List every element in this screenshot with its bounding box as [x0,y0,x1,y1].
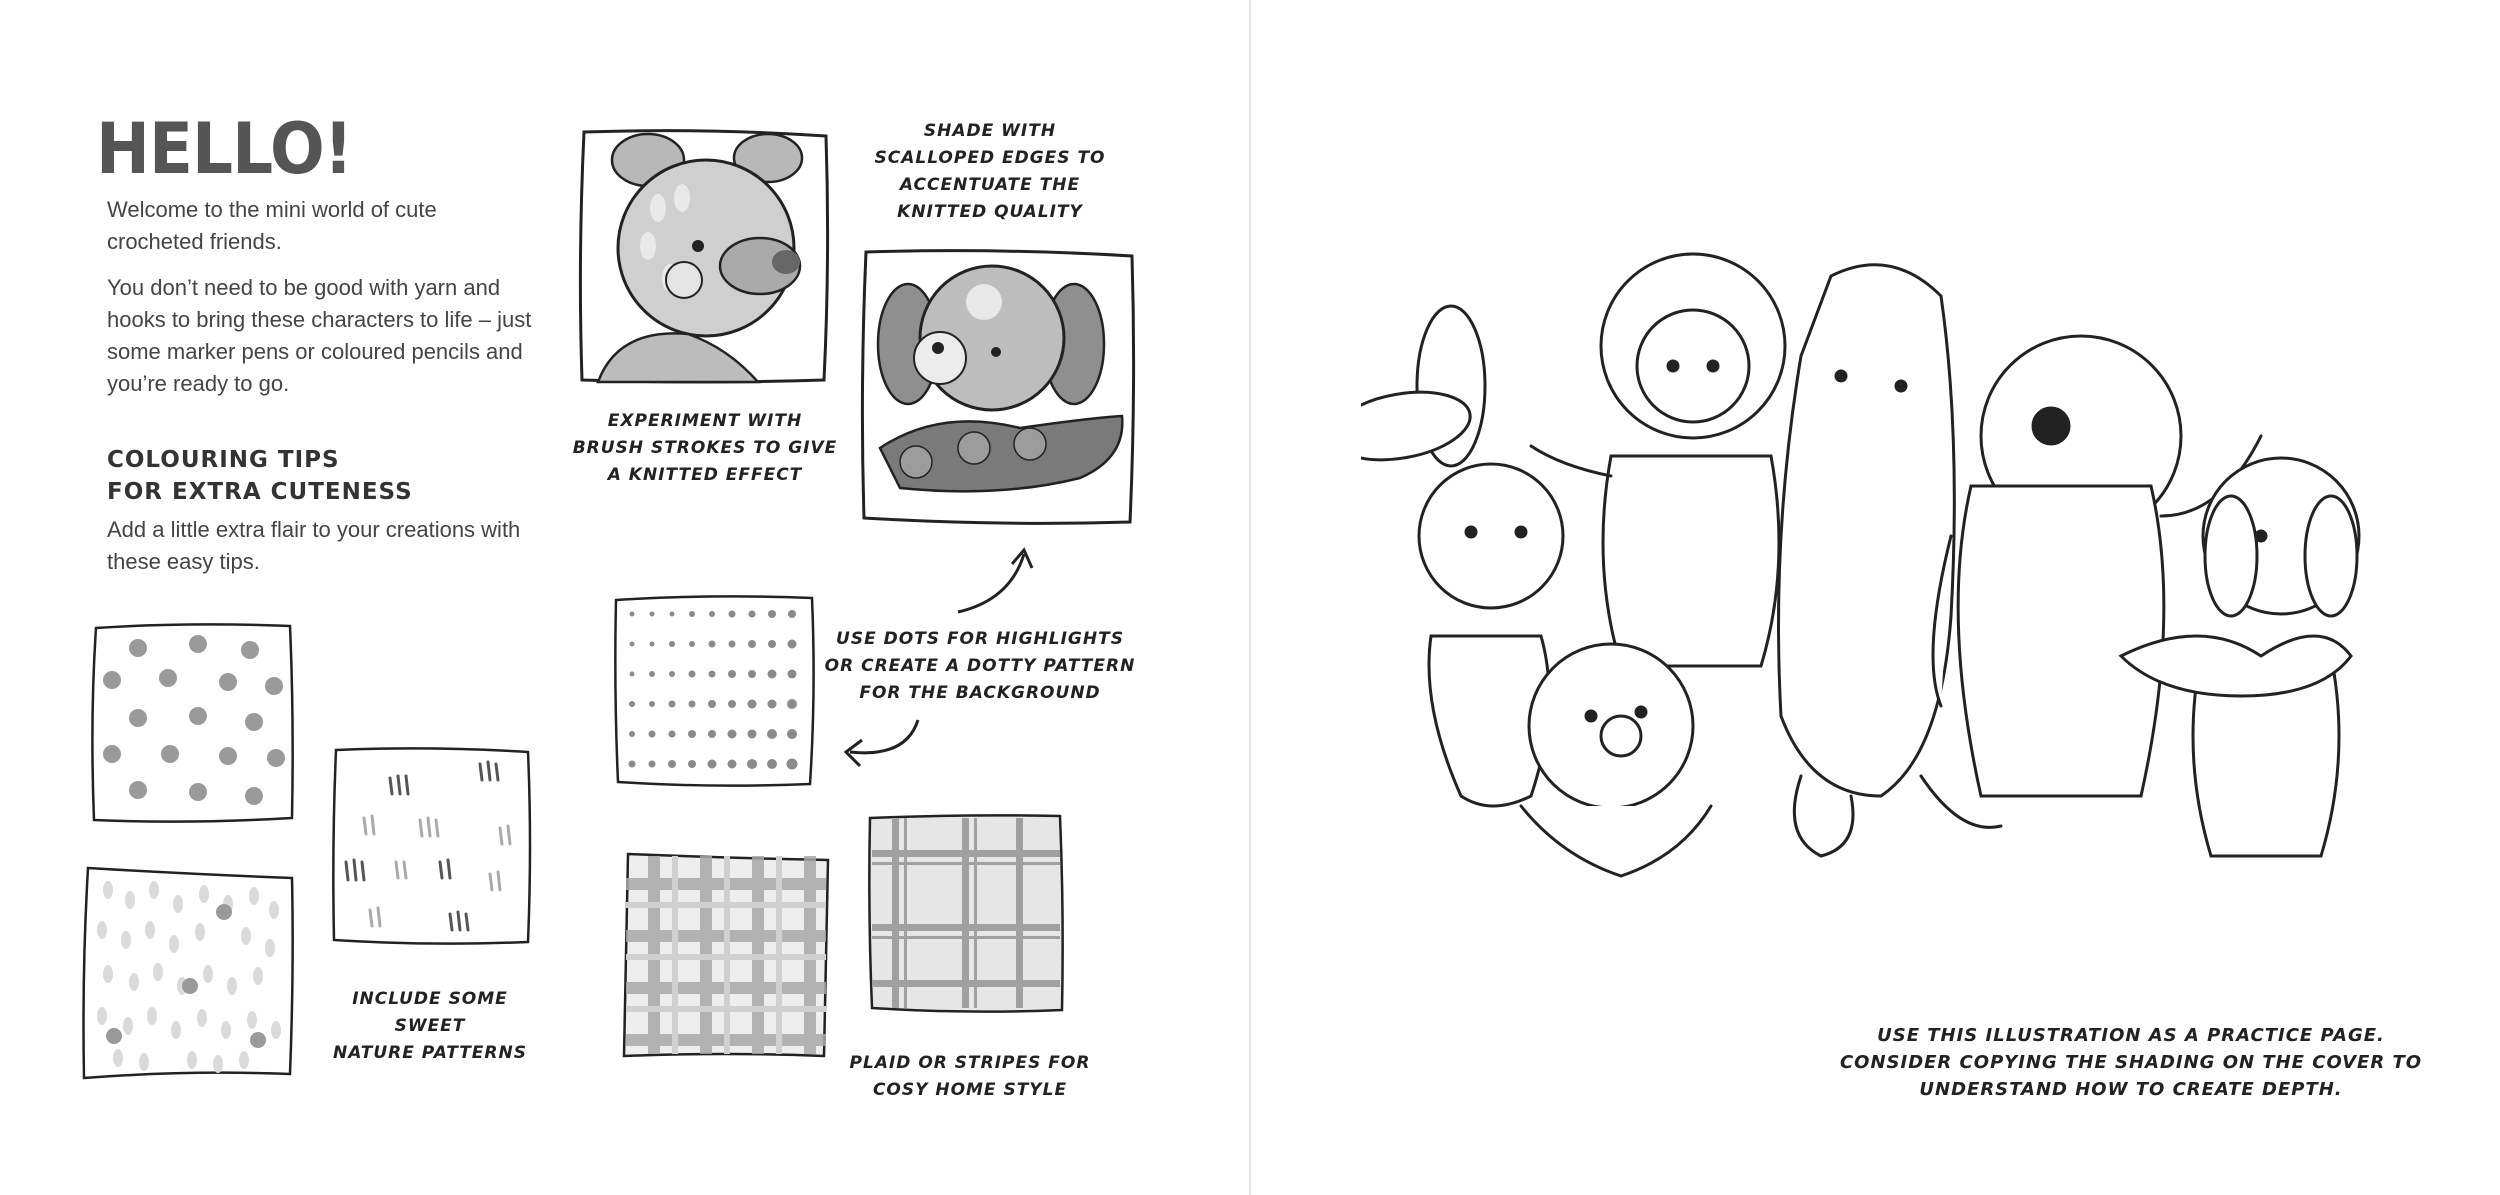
right-page [1251,0,2500,1195]
dot-pattern-swatch [612,592,816,788]
intro-paragraph-1: Welcome to the mini world of cute crocheted friends. [107,197,437,254]
stripe-pattern-swatch [866,812,1066,1016]
brush-stroke-swatch [330,744,534,948]
arrow-down-icon [834,712,924,782]
nature-caption: INCLUDE SOME SWEET NATURE PATTERNS [333,989,527,1063]
brush-caption: EXPERIMENT WITH BRUSH STROKES TO GIVE A KNITTED EFFECT [572,411,838,485]
crochet-friends-coloring-illustration [1361,236,2361,926]
plaid-caption: PLAID OR STRIPES FOR COSY HOME STYLE [849,1053,1091,1100]
flower-pattern-swatch [88,618,298,828]
leaf-pattern-swatch [78,860,300,1084]
page-title: HELLO! [96,108,353,190]
scallop-caption: SHADE WITH SCALLOPED EDGES TO ACCENTUATE THE KNITTED QUALITY [874,121,1106,222]
dots-caption: USE DOTS FOR HIGHLIGHTS OR CREATE A DOTTY PATTERN FOR THE BACKGROUND [824,629,1136,703]
tips-heading: COLOURING TIPS FOR EXTRA CUTENESS [107,447,413,505]
tips-intro: Add a little extra flair to your creations with these easy tips. [107,517,521,574]
dog-scalloped-illustration [860,248,1138,528]
bear-brush-stroke-illustration [578,128,832,386]
arrow-up-icon [950,540,1040,620]
intro-paragraph-2: You don’t need to be good with yarn and hooks to bring these characters to life – just some marker pens or coloured pencils and you’re ready to go. [107,275,532,396]
practice-caption: USE THIS ILLUSTRATION AS A PRACTICE PAGE. CONSIDER COPYING THE SHADING ON THE COVER TO UNDERSTAND HOW TO CREATE DEPTH. [1839,1025,2423,1100]
left-page [0,0,1249,1195]
plaid-pattern-swatch [620,850,832,1062]
